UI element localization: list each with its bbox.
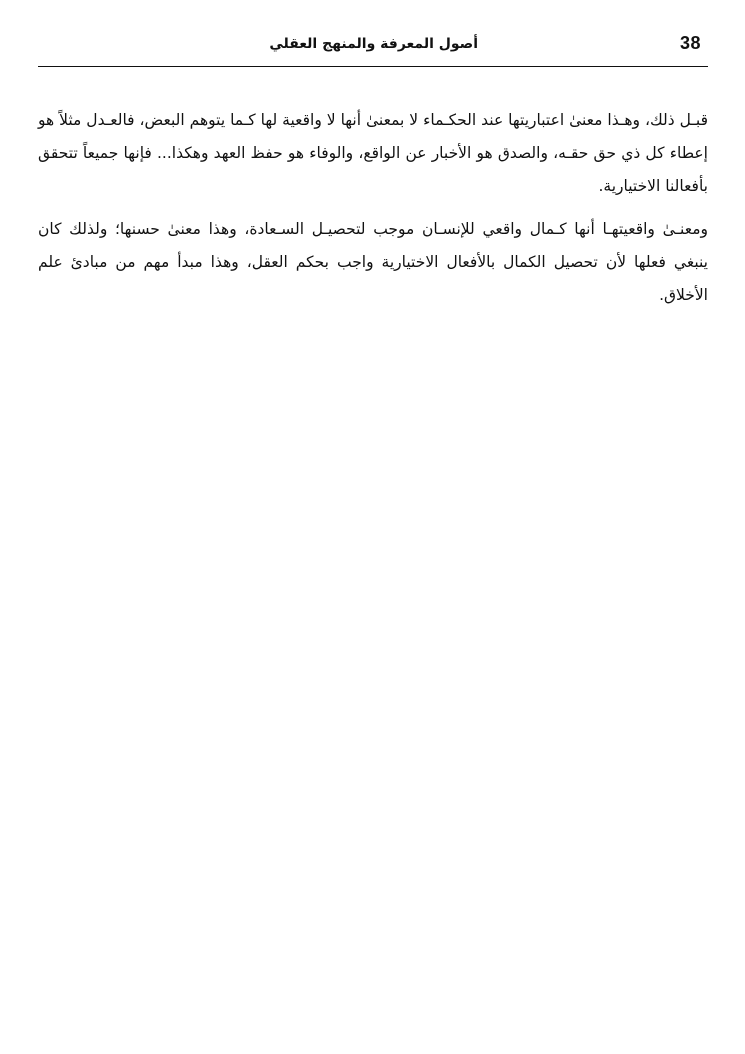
body-text <box>38 104 708 322</box>
page-number: 38 <box>680 33 702 53</box>
paragraph-2: ومعنـىٰ واقعيتهـا أنها كـمال واقعي للإنسـان موجب لتحصيـل السـعادة، وهذا معنىٰ حسنها؛ ولذلك كان ينبغي فعلها لأن تحصيل الكمال بالأفعال الاختيارية واجب بحكم العقل، وهذا مبدأ مهم من مبادئ علم الأخلاق. <box>38 220 708 304</box>
paragraph-1: قبـل ذلك، وهـذا معنىٰ اعتباريتها عند الحكـماء لا بمعنىٰ أنها لا واقعية لها كـما يتوهم البعض، فالعـدل مثلاً هو إعطاء كل ذي حق حقـه، والصدق هو الأخبار عن الواقع، والوفاء هو حفظ العهد وهكذا... فإنها جميعاً تتحقق بأفعالنا الاختيارية. <box>38 111 708 195</box>
running-title: أصول المعرفة والمنهج العقلي <box>269 36 478 52</box>
page-header <box>38 30 708 67</box>
